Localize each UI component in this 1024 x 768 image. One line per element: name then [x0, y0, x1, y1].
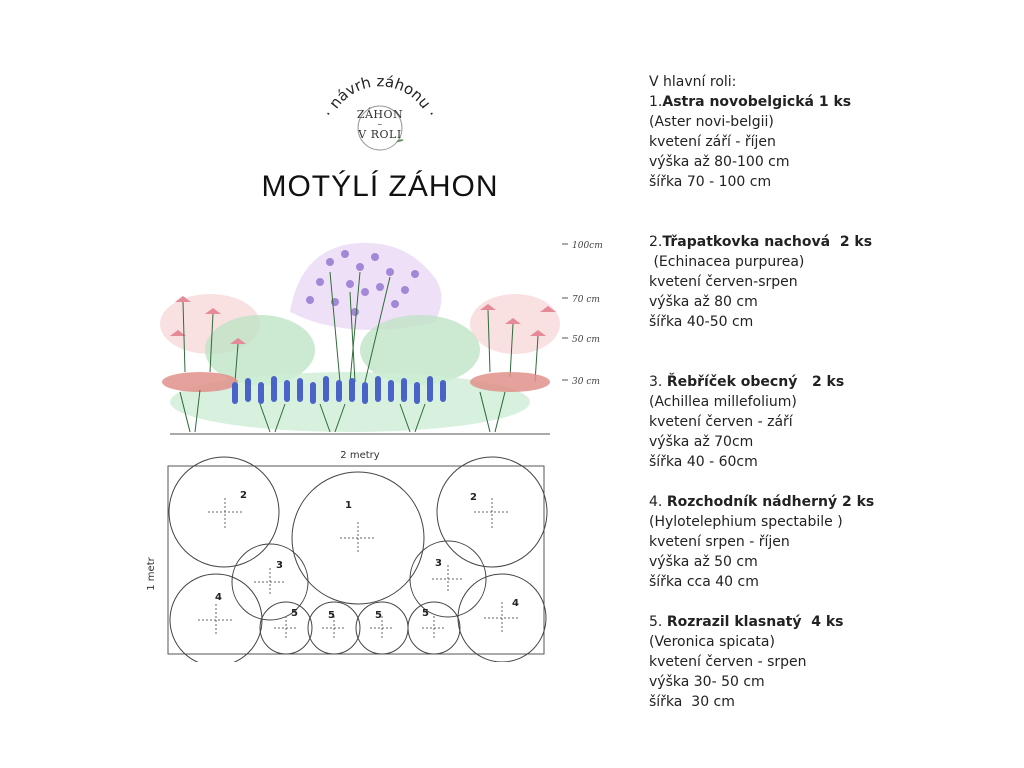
plan-height-label: 1 metr: [146, 557, 157, 591]
plant-number: 2.: [649, 234, 663, 250]
plant-width: šířka 70 - 100 cm: [649, 174, 772, 190]
plant-entry-3: [649, 372, 844, 472]
plant-name: Rozchodník nádherný 2 ks: [666, 494, 875, 510]
plant-name: Třapatkovka nachová 2 ks: [662, 234, 873, 250]
plant-width: šířka cca 40 cm: [649, 574, 759, 590]
plant-width: šířka 30 cm: [649, 694, 735, 710]
plan-numbers: [215, 490, 519, 621]
plant-entry-2: [649, 232, 872, 332]
plant-number: 3.: [649, 374, 667, 390]
plant-latin: (Achillea millefolium): [649, 394, 797, 410]
circle-number: 4: [512, 598, 519, 609]
sedum-flower-right: [470, 372, 550, 392]
logo-divider: –: [377, 120, 383, 130]
plant-name-line: [649, 232, 872, 252]
plan-circles: [169, 457, 547, 662]
height-mark-70: 70 cm: [572, 295, 600, 305]
plant-number: 4.: [649, 494, 667, 510]
circle-number: 3: [435, 558, 442, 569]
height-mark-50: 50 cm: [572, 335, 600, 345]
plant-name-line: [649, 612, 843, 632]
plant-name-line: [649, 92, 851, 112]
logo-word-top: ZÁHON: [356, 108, 404, 121]
plant-width: šířka 40-50 cm: [649, 314, 754, 330]
plant-number: 5.: [649, 614, 667, 630]
plant-number: 1.: [649, 94, 663, 110]
circle-number: 5: [291, 608, 298, 619]
plant-latin: (Veronica spicata): [649, 634, 775, 650]
circle-number: 5: [375, 610, 382, 621]
plant-height: výška až 50 cm: [649, 554, 758, 570]
logo-arc-text: · návrh záhonu ·: [319, 72, 441, 120]
plant-name-line: [649, 372, 844, 392]
circle-number: 3: [276, 560, 283, 571]
plant-height: výška až 70cm: [649, 434, 754, 450]
circle-number: 5: [422, 608, 429, 619]
plant-height: výška až 80-100 cm: [649, 154, 790, 170]
height-mark-100: 100cm: [572, 241, 603, 251]
sedum-flower-left: [162, 372, 238, 392]
plant-entry-5: [649, 612, 843, 712]
page-title: MOTÝLÍ ZÁHON: [261, 170, 499, 203]
plant-name: Astra novobelgická 1 ks: [662, 94, 852, 110]
height-scale: [562, 241, 603, 387]
circle-number: 2: [240, 490, 247, 501]
plant-width: šířka 40 - 60cm: [649, 454, 758, 470]
plant-height: výška 30- 50 cm: [649, 674, 765, 690]
bed-illustration: [150, 232, 610, 442]
logo-wordmark: [318, 108, 442, 142]
plant-entry-4: [649, 492, 874, 592]
plant-latin: (Aster novi-belgii): [649, 114, 774, 130]
plant-latin: (Hylotelephium spectabile ): [649, 514, 843, 530]
plant-entry-1: [649, 92, 851, 192]
bed-plan: [140, 448, 560, 662]
legend-intro: V hlavní roli:: [649, 74, 737, 90]
plan-width-label: 2 metry: [340, 450, 380, 461]
height-mark-30: 30 cm: [572, 377, 600, 387]
plant-bloom: kvetení září - říjen: [649, 134, 776, 150]
plant-name: Rozrazil klasnatý 4 ks: [666, 614, 844, 630]
plant-bloom: kvetení červen - září: [649, 414, 793, 430]
plant-height: výška až 80 cm: [649, 294, 758, 310]
circle-number: 4: [215, 592, 222, 603]
plant-latin: (Echinacea purpurea): [649, 254, 805, 270]
plant-bloom: kvetení červen - srpen: [649, 654, 807, 670]
logo: [318, 68, 442, 168]
plant-name-line: [649, 492, 874, 512]
plan-crosses: [198, 498, 520, 640]
plant-bloom: kvetení červen-srpen: [649, 274, 798, 290]
circle-number: 2: [470, 492, 477, 503]
plant-legend: [649, 72, 1009, 710]
plant-bloom: kvetení srpen - říjen: [649, 534, 790, 550]
circle-number: 5: [328, 610, 335, 621]
circle-number: 1: [345, 500, 352, 511]
plant-name: Řebříček obecný 2 ks: [666, 374, 845, 390]
logo-word-bottom: V ROLI: [358, 128, 402, 141]
